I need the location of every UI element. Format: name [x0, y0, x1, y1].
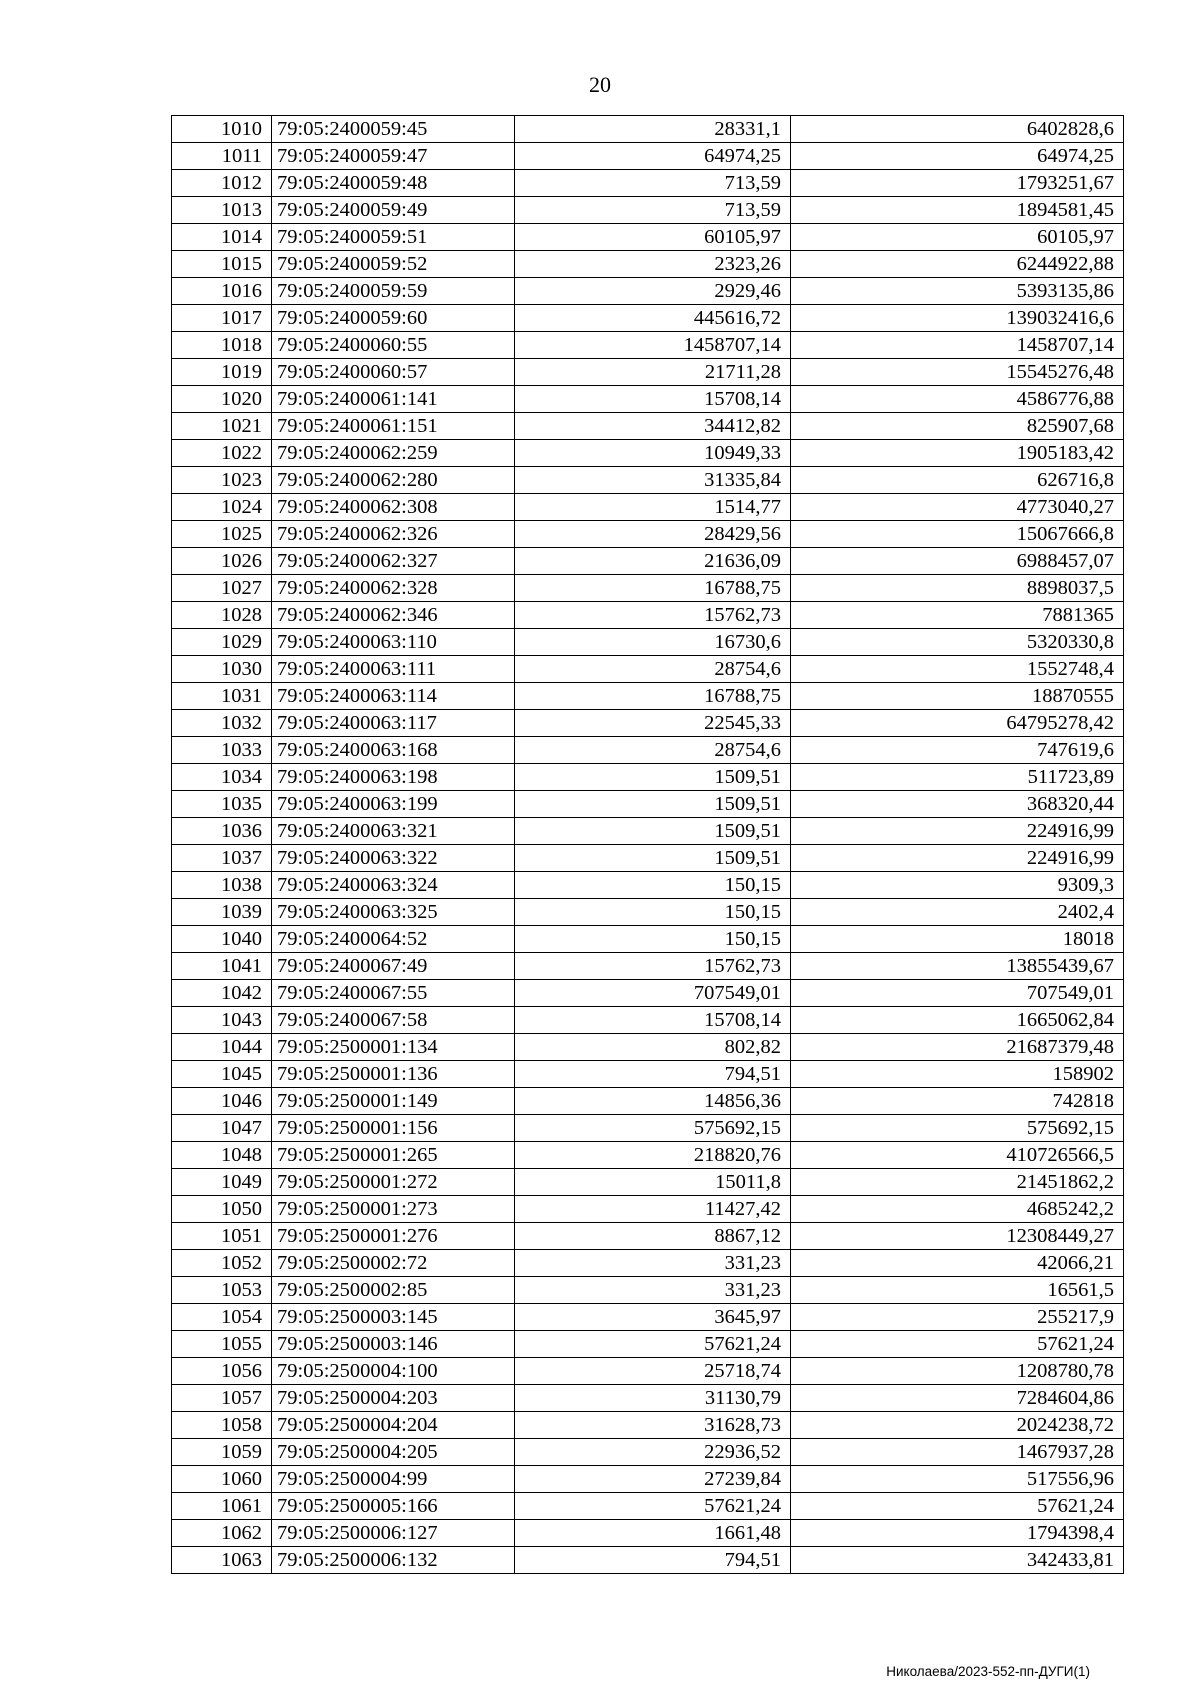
- area-cell: 64974,25: [515, 143, 791, 170]
- row-number-cell: 1043: [172, 1007, 272, 1034]
- cadastral-value-cell: 517556,96: [791, 1466, 1124, 1493]
- row-number-cell: 1032: [172, 710, 272, 737]
- cadastral-value-cell: 2402,4: [791, 899, 1124, 926]
- area-cell: 28429,56: [515, 521, 791, 548]
- area-cell: 713,59: [515, 170, 791, 197]
- cadastral-number-cell: 79:05:2500003:145: [272, 1304, 515, 1331]
- table-row: [172, 1520, 1124, 1547]
- table-row: [172, 521, 1124, 548]
- cadastral-value-cell: 255217,9: [791, 1304, 1124, 1331]
- table-row: [172, 683, 1124, 710]
- row-number-cell: 1037: [172, 845, 272, 872]
- row-number-cell: 1028: [172, 602, 272, 629]
- cadastral-value-cell: 6244922,88: [791, 251, 1124, 278]
- row-number-cell: 1058: [172, 1412, 272, 1439]
- cadastral-number-cell: 79:05:2400059:52: [272, 251, 515, 278]
- table-row: [172, 440, 1124, 467]
- row-number-cell: 1025: [172, 521, 272, 548]
- table-row: [172, 710, 1124, 737]
- row-number-cell: 1054: [172, 1304, 272, 1331]
- row-number-cell: 1046: [172, 1088, 272, 1115]
- area-cell: 1509,51: [515, 845, 791, 872]
- row-number-cell: 1033: [172, 737, 272, 764]
- cadastral-number-cell: 79:05:2400063:322: [272, 845, 515, 872]
- cadastral-value-cell: 57621,24: [791, 1493, 1124, 1520]
- table-row: [172, 1304, 1124, 1331]
- cadastral-value-cell: 4773040,27: [791, 494, 1124, 521]
- table-row: [172, 1088, 1124, 1115]
- cadastral-number-cell: 79:05:2400062:328: [272, 575, 515, 602]
- table-row: [172, 494, 1124, 521]
- row-number-cell: 1047: [172, 1115, 272, 1142]
- cadastral-number-cell: 79:05:2400063:114: [272, 683, 515, 710]
- row-number-cell: 1050: [172, 1196, 272, 1223]
- cadastral-value-cell: 64974,25: [791, 143, 1124, 170]
- cadastral-value-table: [171, 115, 1124, 1574]
- cadastral-number-cell: 79:05:2400062:259: [272, 440, 515, 467]
- cadastral-value-cell: 21687379,48: [791, 1034, 1124, 1061]
- cadastral-value-cell: 6988457,07: [791, 548, 1124, 575]
- area-cell: 27239,84: [515, 1466, 791, 1493]
- area-cell: 794,51: [515, 1547, 791, 1574]
- cadastral-value-cell: 1665062,84: [791, 1007, 1124, 1034]
- area-cell: 15011,8: [515, 1169, 791, 1196]
- cadastral-number-cell: 79:05:2500002:72: [272, 1250, 515, 1277]
- area-cell: 707549,01: [515, 980, 791, 1007]
- cadastral-value-cell: 1894581,45: [791, 197, 1124, 224]
- cadastral-number-cell: 79:05:2500004:204: [272, 1412, 515, 1439]
- cadastral-number-cell: 79:05:2400063:324: [272, 872, 515, 899]
- cadastral-value-cell: 626716,8: [791, 467, 1124, 494]
- row-number-cell: 1055: [172, 1331, 272, 1358]
- area-cell: 150,15: [515, 926, 791, 953]
- row-number-cell: 1059: [172, 1439, 272, 1466]
- row-number-cell: 1021: [172, 413, 272, 440]
- row-number-cell: 1045: [172, 1061, 272, 1088]
- table-row: [172, 899, 1124, 926]
- cadastral-number-cell: 79:05:2500004:203: [272, 1385, 515, 1412]
- cadastral-number-cell: 79:05:2400060:57: [272, 359, 515, 386]
- row-number-cell: 1012: [172, 170, 272, 197]
- cadastral-number-cell: 79:05:2400063:168: [272, 737, 515, 764]
- row-number-cell: 1023: [172, 467, 272, 494]
- area-cell: 22545,33: [515, 710, 791, 737]
- cadastral-number-cell: 79:05:2400062:327: [272, 548, 515, 575]
- table-row: [172, 1007, 1124, 1034]
- cadastral-value-cell: 4685242,2: [791, 1196, 1124, 1223]
- row-number-cell: 1026: [172, 548, 272, 575]
- area-cell: 31130,79: [515, 1385, 791, 1412]
- area-cell: 14856,36: [515, 1088, 791, 1115]
- area-cell: 10949,33: [515, 440, 791, 467]
- table-row: [172, 1358, 1124, 1385]
- area-cell: 150,15: [515, 899, 791, 926]
- cadastral-number-cell: 79:05:2400059:59: [272, 278, 515, 305]
- cadastral-number-cell: 79:05:2500001:265: [272, 1142, 515, 1169]
- cadastral-value-cell: 575692,15: [791, 1115, 1124, 1142]
- row-number-cell: 1053: [172, 1277, 272, 1304]
- area-cell: 802,82: [515, 1034, 791, 1061]
- cadastral-value-cell: 410726566,5: [791, 1142, 1124, 1169]
- cadastral-number-cell: 79:05:2400059:49: [272, 197, 515, 224]
- area-cell: 445616,72: [515, 305, 791, 332]
- table-row: [172, 1466, 1124, 1493]
- area-cell: 1509,51: [515, 791, 791, 818]
- area-cell: 3645,97: [515, 1304, 791, 1331]
- cadastral-number-cell: 79:05:2400063:111: [272, 656, 515, 683]
- table-row: [172, 386, 1124, 413]
- cadastral-number-cell: 79:05:2500001:273: [272, 1196, 515, 1223]
- table-row: [172, 737, 1124, 764]
- row-number-cell: 1024: [172, 494, 272, 521]
- row-number-cell: 1014: [172, 224, 272, 251]
- cadastral-value-cell: 15545276,48: [791, 359, 1124, 386]
- document-reference: Николаева/2023-552-пп-ДУГИ(1): [886, 1664, 1090, 1679]
- cadastral-value-cell: 1458707,14: [791, 332, 1124, 359]
- cadastral-number-cell: 79:05:2400059:45: [272, 116, 515, 143]
- area-cell: 15762,73: [515, 602, 791, 629]
- table-row: [172, 251, 1124, 278]
- area-cell: 794,51: [515, 1061, 791, 1088]
- cadastral-number-cell: 79:05:2500001:272: [272, 1169, 515, 1196]
- area-cell: 15708,14: [515, 386, 791, 413]
- table-row: [172, 278, 1124, 305]
- row-number-cell: 1060: [172, 1466, 272, 1493]
- row-number-cell: 1038: [172, 872, 272, 899]
- row-number-cell: 1017: [172, 305, 272, 332]
- row-number-cell: 1016: [172, 278, 272, 305]
- cadastral-number-cell: 79:05:2400067:49: [272, 953, 515, 980]
- cadastral-number-cell: 79:05:2400063:321: [272, 818, 515, 845]
- cadastral-value-cell: 42066,21: [791, 1250, 1124, 1277]
- area-cell: 28754,6: [515, 737, 791, 764]
- cadastral-number-cell: 79:05:2400060:55: [272, 332, 515, 359]
- row-number-cell: 1048: [172, 1142, 272, 1169]
- area-cell: 28754,6: [515, 656, 791, 683]
- cadastral-number-cell: 79:05:2500004:205: [272, 1439, 515, 1466]
- cadastral-value-cell: 21451862,2: [791, 1169, 1124, 1196]
- cadastral-value-cell: 747619,6: [791, 737, 1124, 764]
- cadastral-value-cell: 7284604,86: [791, 1385, 1124, 1412]
- cadastral-number-cell: 79:05:2400062:308: [272, 494, 515, 521]
- area-cell: 1458707,14: [515, 332, 791, 359]
- row-number-cell: 1011: [172, 143, 272, 170]
- cadastral-value-cell: 224916,99: [791, 845, 1124, 872]
- cadastral-value-cell: 5393135,86: [791, 278, 1124, 305]
- row-number-cell: 1022: [172, 440, 272, 467]
- cadastral-value-cell: 342433,81: [791, 1547, 1124, 1574]
- cadastral-number-cell: 79:05:2500001:134: [272, 1034, 515, 1061]
- cadastral-number-cell: 79:05:2500001:136: [272, 1061, 515, 1088]
- table-row: [172, 1196, 1124, 1223]
- area-cell: 713,59: [515, 197, 791, 224]
- cadastral-value-cell: 707549,01: [791, 980, 1124, 1007]
- area-cell: 22936,52: [515, 1439, 791, 1466]
- row-number-cell: 1013: [172, 197, 272, 224]
- cadastral-number-cell: 79:05:2400063:117: [272, 710, 515, 737]
- table-row: [172, 1169, 1124, 1196]
- area-cell: 34412,82: [515, 413, 791, 440]
- table-row: [172, 197, 1124, 224]
- cadastral-value-cell: 1793251,67: [791, 170, 1124, 197]
- table-row: [172, 872, 1124, 899]
- row-number-cell: 1027: [172, 575, 272, 602]
- area-cell: 16788,75: [515, 575, 791, 602]
- area-cell: 2323,26: [515, 251, 791, 278]
- cadastral-number-cell: 79:05:2400059:51: [272, 224, 515, 251]
- cadastral-value-cell: 1794398,4: [791, 1520, 1124, 1547]
- table-row: [172, 575, 1124, 602]
- cadastral-value-cell: 5320330,8: [791, 629, 1124, 656]
- table-row: [172, 1115, 1124, 1142]
- table-row: [172, 818, 1124, 845]
- row-number-cell: 1030: [172, 656, 272, 683]
- page-number: 20: [589, 72, 611, 97]
- cadastral-value-cell: 224916,99: [791, 818, 1124, 845]
- table-row: [172, 926, 1124, 953]
- cadastral-number-cell: 79:05:2500005:166: [272, 1493, 515, 1520]
- area-cell: 57621,24: [515, 1493, 791, 1520]
- table-row: [172, 656, 1124, 683]
- cadastral-value-cell: 511723,89: [791, 764, 1124, 791]
- table-row: [172, 332, 1124, 359]
- cadastral-number-cell: 79:05:2400059:48: [272, 170, 515, 197]
- cadastral-value-cell: 1208780,78: [791, 1358, 1124, 1385]
- row-number-cell: 1015: [172, 251, 272, 278]
- cadastral-value-cell: 139032416,6: [791, 305, 1124, 332]
- table-row: [172, 1439, 1124, 1466]
- table-row: [172, 791, 1124, 818]
- cadastral-number-cell: 79:05:2400067:58: [272, 1007, 515, 1034]
- cadastral-value-cell: 742818: [791, 1088, 1124, 1115]
- table-row: [172, 1277, 1124, 1304]
- table-row: [172, 1061, 1124, 1088]
- cadastral-value-cell: 57621,24: [791, 1331, 1124, 1358]
- area-cell: 218820,76: [515, 1142, 791, 1169]
- table-row: [172, 1034, 1124, 1061]
- cadastral-number-cell: 79:05:2400061:141: [272, 386, 515, 413]
- table-row: [172, 980, 1124, 1007]
- area-cell: 331,23: [515, 1250, 791, 1277]
- area-cell: 31335,84: [515, 467, 791, 494]
- cadastral-number-cell: 79:05:2500002:85: [272, 1277, 515, 1304]
- row-number-cell: 1031: [172, 683, 272, 710]
- area-cell: 57621,24: [515, 1331, 791, 1358]
- cadastral-value-cell: 64795278,42: [791, 710, 1124, 737]
- table-row: [172, 602, 1124, 629]
- cadastral-number-cell: 79:05:2500003:146: [272, 1331, 515, 1358]
- cadastral-number-cell: 79:05:2500001:156: [272, 1115, 515, 1142]
- cadastral-value-cell: 9309,3: [791, 872, 1124, 899]
- cadastral-value-cell: 825907,68: [791, 413, 1124, 440]
- area-cell: 15708,14: [515, 1007, 791, 1034]
- area-cell: 60105,97: [515, 224, 791, 251]
- cadastral-number-cell: 79:05:2400059:47: [272, 143, 515, 170]
- table-row: [172, 1493, 1124, 1520]
- cadastral-value-cell: 1905183,42: [791, 440, 1124, 467]
- cadastral-number-cell: 79:05:2400062:326: [272, 521, 515, 548]
- cadastral-number-cell: 79:05:2500006:127: [272, 1520, 515, 1547]
- row-number-cell: 1010: [172, 116, 272, 143]
- cadastral-number-cell: 79:05:2500001:276: [272, 1223, 515, 1250]
- row-number-cell: 1042: [172, 980, 272, 1007]
- cadastral-value-cell: 7881365: [791, 602, 1124, 629]
- area-cell: 31628,73: [515, 1412, 791, 1439]
- table-row: [172, 1385, 1124, 1412]
- row-number-cell: 1051: [172, 1223, 272, 1250]
- area-cell: 1514,77: [515, 494, 791, 521]
- row-number-cell: 1029: [172, 629, 272, 656]
- table-row: [172, 1547, 1124, 1574]
- area-cell: 575692,15: [515, 1115, 791, 1142]
- area-cell: 16730,6: [515, 629, 791, 656]
- cadastral-value-cell: 6402828,6: [791, 116, 1124, 143]
- area-cell: 28331,1: [515, 116, 791, 143]
- area-cell: 25718,74: [515, 1358, 791, 1385]
- cadastral-value-cell: 12308449,27: [791, 1223, 1124, 1250]
- cadastral-number-cell: 79:05:2400059:60: [272, 305, 515, 332]
- table-row: [172, 1250, 1124, 1277]
- table-row: [172, 413, 1124, 440]
- cadastral-number-cell: 79:05:2400064:52: [272, 926, 515, 953]
- table-row: [172, 764, 1124, 791]
- cadastral-value-cell: 2024238,72: [791, 1412, 1124, 1439]
- cadastral-value-cell: 16561,5: [791, 1277, 1124, 1304]
- area-cell: 331,23: [515, 1277, 791, 1304]
- cadastral-value-cell: 368320,44: [791, 791, 1124, 818]
- row-number-cell: 1056: [172, 1358, 272, 1385]
- area-cell: 21711,28: [515, 359, 791, 386]
- table-row: [172, 143, 1124, 170]
- table-row: [172, 629, 1124, 656]
- area-cell: 15762,73: [515, 953, 791, 980]
- cadastral-value-cell: 4586776,88: [791, 386, 1124, 413]
- table-row: [172, 1142, 1124, 1169]
- cadastral-value-cell: 158902: [791, 1061, 1124, 1088]
- table-row: [172, 224, 1124, 251]
- cadastral-number-cell: 79:05:2400063:199: [272, 791, 515, 818]
- cadastral-value-cell: 1552748,4: [791, 656, 1124, 683]
- cadastral-value-cell: 60105,97: [791, 224, 1124, 251]
- table-row: [172, 1331, 1124, 1358]
- row-number-cell: 1063: [172, 1547, 272, 1574]
- row-number-cell: 1035: [172, 791, 272, 818]
- row-number-cell: 1020: [172, 386, 272, 413]
- area-cell: 1661,48: [515, 1520, 791, 1547]
- table-row: [172, 548, 1124, 575]
- cadastral-number-cell: 79:05:2400062:346: [272, 602, 515, 629]
- cadastral-number-cell: 79:05:2400063:325: [272, 899, 515, 926]
- area-cell: 150,15: [515, 872, 791, 899]
- table-row: [172, 1223, 1124, 1250]
- area-cell: 2929,46: [515, 278, 791, 305]
- table-row: [172, 467, 1124, 494]
- row-number-cell: 1041: [172, 953, 272, 980]
- area-cell: 11427,42: [515, 1196, 791, 1223]
- cadastral-number-cell: 79:05:2400063:198: [272, 764, 515, 791]
- row-number-cell: 1040: [172, 926, 272, 953]
- area-cell: 1509,51: [515, 818, 791, 845]
- row-number-cell: 1052: [172, 1250, 272, 1277]
- cadastral-value-cell: 8898037,5: [791, 575, 1124, 602]
- area-cell: 16788,75: [515, 683, 791, 710]
- cadastral-number-cell: 79:05:2400063:110: [272, 629, 515, 656]
- cadastral-value-cell: 15067666,8: [791, 521, 1124, 548]
- table-row: [172, 953, 1124, 980]
- row-number-cell: 1018: [172, 332, 272, 359]
- row-number-cell: 1036: [172, 818, 272, 845]
- row-number-cell: 1057: [172, 1385, 272, 1412]
- row-number-cell: 1062: [172, 1520, 272, 1547]
- area-cell: 1509,51: [515, 764, 791, 791]
- row-number-cell: 1039: [172, 899, 272, 926]
- row-number-cell: 1049: [172, 1169, 272, 1196]
- area-cell: 21636,09: [515, 548, 791, 575]
- table-row: [172, 170, 1124, 197]
- cadastral-number-cell: 79:05:2500004:100: [272, 1358, 515, 1385]
- row-number-cell: 1019: [172, 359, 272, 386]
- table-body: [172, 116, 1124, 1574]
- area-cell: 8867,12: [515, 1223, 791, 1250]
- cadastral-number-cell: 79:05:2400062:280: [272, 467, 515, 494]
- table-row: [172, 116, 1124, 143]
- table-row: [172, 845, 1124, 872]
- cadastral-value-cell: 18870555: [791, 683, 1124, 710]
- table-row: [172, 1412, 1124, 1439]
- cadastral-number-cell: 79:05:2400061:151: [272, 413, 515, 440]
- cadastral-number-cell: 79:05:2500001:149: [272, 1088, 515, 1115]
- cadastral-number-cell: 79:05:2500006:132: [272, 1547, 515, 1574]
- cadastral-number-cell: 79:05:2400067:55: [272, 980, 515, 1007]
- table-row: [172, 305, 1124, 332]
- row-number-cell: 1044: [172, 1034, 272, 1061]
- cadastral-number-cell: 79:05:2500004:99: [272, 1466, 515, 1493]
- cadastral-value-cell: 1467937,28: [791, 1439, 1124, 1466]
- row-number-cell: 1061: [172, 1493, 272, 1520]
- cadastral-value-cell: 18018: [791, 926, 1124, 953]
- table-row: [172, 359, 1124, 386]
- row-number-cell: 1034: [172, 764, 272, 791]
- cadastral-value-cell: 13855439,67: [791, 953, 1124, 980]
